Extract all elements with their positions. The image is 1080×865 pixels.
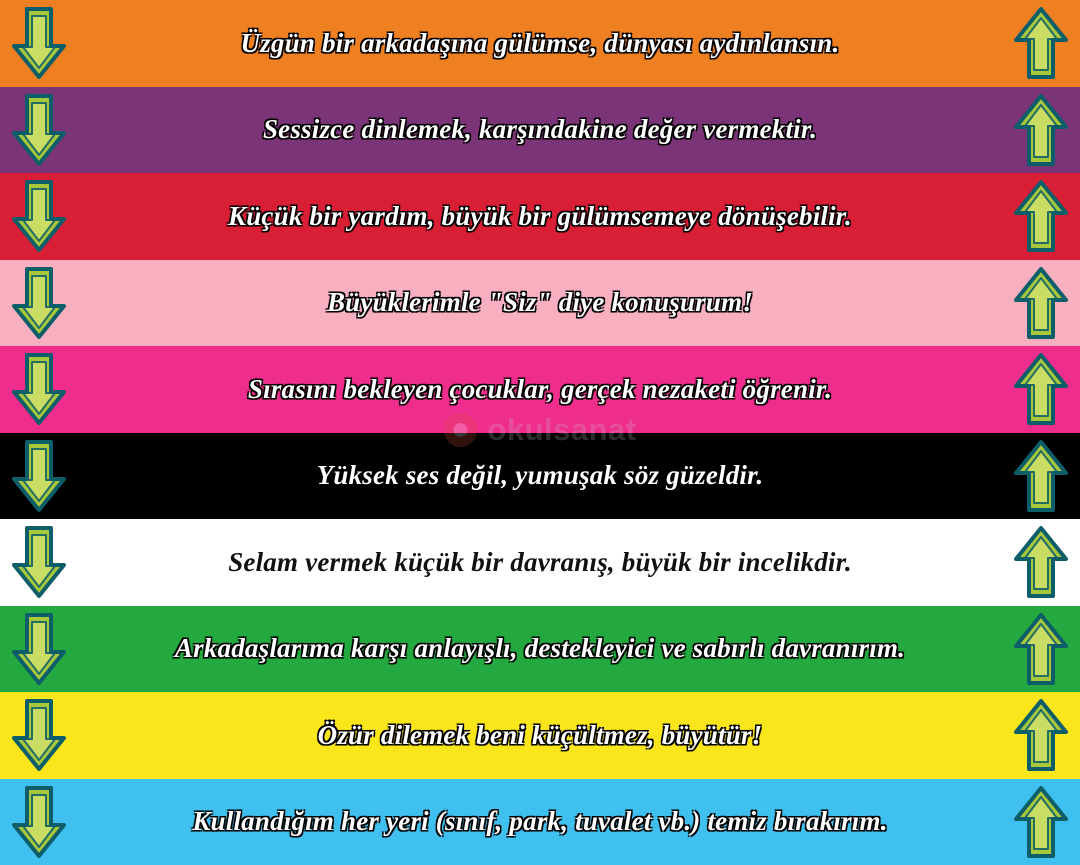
arrow-down-icon [10, 352, 68, 426]
rule-strip [0, 346, 1080, 433]
rule-text: Sessizce dinlemek, karşındakine değer vermektir. [262, 114, 818, 145]
rule-strip [0, 779, 1080, 865]
rule-strip [0, 519, 1080, 606]
rule-text: Arkadaşlarıma karşı anlayışlı, destekleyici ve sabırlı davranırım. [174, 633, 906, 664]
watermark-text: okulsanat [487, 412, 637, 447]
arrow-up-icon [1012, 93, 1070, 167]
arrow-up-icon [1012, 785, 1070, 859]
rule-strip [0, 433, 1080, 520]
arrow-down-icon [10, 785, 68, 859]
arrow-down-icon [10, 6, 68, 80]
rule-strip [0, 87, 1080, 174]
arrow-down-icon [10, 93, 68, 167]
rule-text: Küçük bir yardım, büyük bir gülümsemeye dönüşebilir. [228, 200, 852, 231]
arrow-up-icon [1012, 179, 1070, 253]
rule-text: Kullandığım her yeri (sınıf, park, tuvalet vb.) temiz bırakırım. [192, 806, 888, 837]
rule-text: Büyüklerimle "Siz" diye konuşurum! [326, 287, 754, 318]
arrow-down-icon [10, 439, 68, 513]
rule-strip [0, 260, 1080, 347]
arrow-up-icon [1012, 266, 1070, 340]
arrow-down-icon [10, 266, 68, 340]
rule-strip [0, 606, 1080, 693]
arrow-up-icon [1012, 352, 1070, 426]
rule-strip [0, 692, 1080, 779]
arrow-up-icon [1012, 698, 1070, 772]
rule-text: Selam vermek küçük bir davranış, büyük bir incelikdir. [228, 546, 852, 577]
rule-strip [0, 0, 1080, 87]
arrow-down-icon [10, 525, 68, 599]
arrow-up-icon [1012, 6, 1070, 80]
rule-strip [0, 173, 1080, 260]
rule-text: Sırasını bekleyen çocuklar, gerçek nezaketi öğrenir. [247, 373, 833, 404]
arrow-up-icon [1012, 439, 1070, 513]
arrow-down-icon [10, 698, 68, 772]
arrow-down-icon [10, 612, 68, 686]
arrow-up-icon [1012, 525, 1070, 599]
rule-text: Yüksek ses değil, yumuşak söz güzeldir. [316, 460, 764, 491]
arrow-up-icon [1012, 612, 1070, 686]
rule-text: Özür dilemek beni küçültmez, büyütür! [317, 719, 763, 750]
arrow-down-icon [10, 179, 68, 253]
rule-text: Üzgün bir arkadaşına gülümse, dünyası aydınlansın. [240, 27, 840, 58]
